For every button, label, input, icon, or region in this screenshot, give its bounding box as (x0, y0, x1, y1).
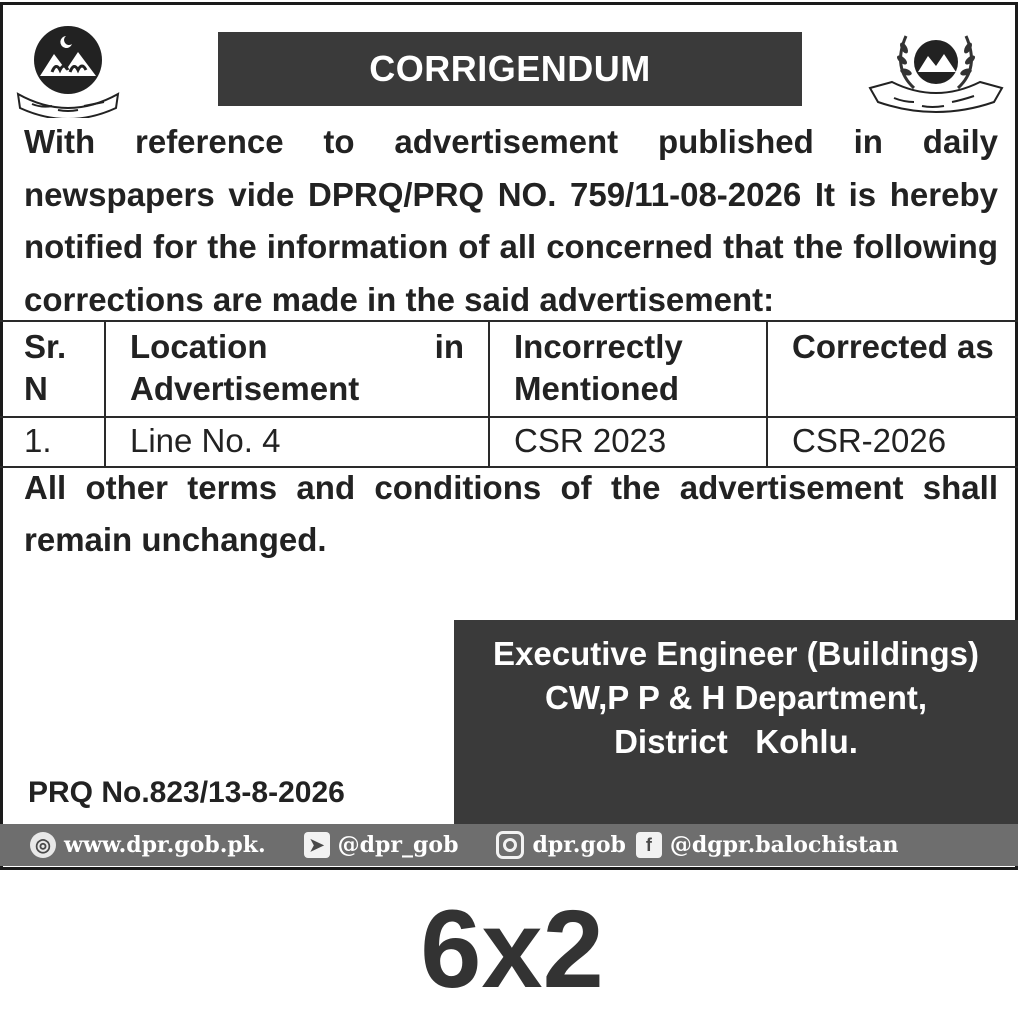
cell-corrected: CSR-2026 (767, 417, 1018, 467)
facebook-handle[interactable]: @dgpr.balochistan (669, 832, 899, 858)
prq-number: PRQ No.823/13-8-2026 (28, 776, 345, 809)
closing-paragraph: All other terms and conditions of the advertisement shall remain unchanged. (24, 469, 998, 558)
ad-size-label: 6x2 (420, 888, 604, 1011)
header-location: Location in Advertisement (105, 321, 489, 417)
dpr-balochistan-logo (866, 18, 1006, 118)
balochistan-govt-logo (12, 18, 124, 118)
twitter-icon: ➤ (304, 832, 330, 858)
header-corrected-as: Corrected as (767, 321, 1018, 417)
footer-facebook[interactable] (636, 832, 899, 858)
footer-twitter[interactable] (304, 832, 459, 858)
globe-icon: ◎ (30, 832, 56, 858)
cell-sr: 1. (0, 417, 105, 467)
signature-designation: Executive Engineer (Buildings) (493, 635, 979, 672)
cell-location: Line No. 4 (105, 417, 489, 467)
facebook-icon: f (636, 832, 662, 858)
twitter-handle[interactable]: @dpr_gob (337, 832, 459, 858)
header-incorrectly-mentioned: Incorrectly Mentioned (489, 321, 767, 417)
instagram-icon (496, 831, 524, 859)
signature-department: CW,P P & H Department, (544, 679, 928, 716)
signature-block (454, 620, 1018, 826)
table-row (0, 417, 1018, 467)
header-sr-no: Sr. N (0, 321, 105, 417)
instagram-handle[interactable]: dpr.gob (532, 832, 626, 858)
table-header-row (0, 321, 1018, 417)
footer-website[interactable] (30, 832, 266, 858)
corrections-table (0, 320, 1018, 468)
cell-incorrect: CSR 2023 (489, 417, 767, 467)
intro-paragraph: With reference to advertisement published in daily newspapers vide DPRQ/PRQ NO. 759/11-08-2026 It is hereby notified for the information of all concerned that the following corrections are made in the said advertisement: (24, 123, 998, 318)
corrigendum-title: CORRIGENDUM (218, 32, 802, 106)
footer-bar (0, 824, 1018, 866)
website-link[interactable]: www.dpr.gob.pk. (64, 832, 266, 858)
signature-district: District Kohlu. (614, 723, 858, 760)
footer-instagram[interactable] (496, 831, 625, 859)
